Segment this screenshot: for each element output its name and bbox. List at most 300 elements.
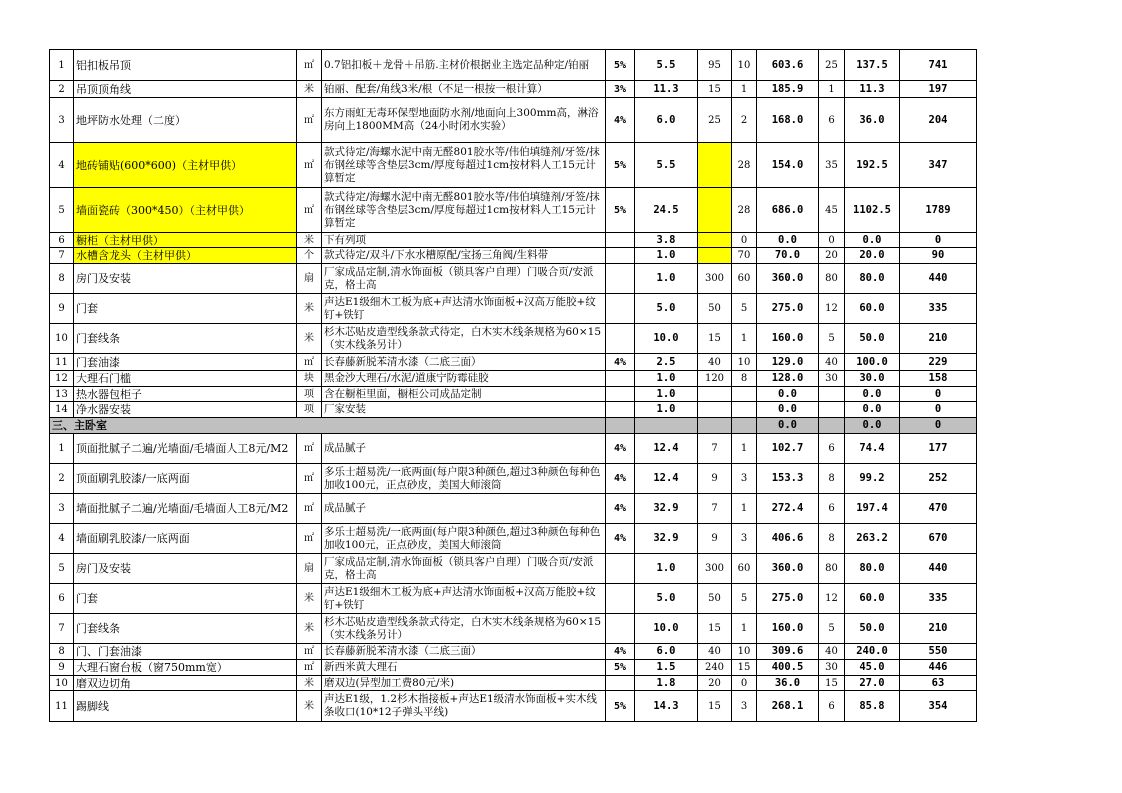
cell-material-price[interactable]: 15 xyxy=(698,614,732,644)
cell-no[interactable]: 12 xyxy=(50,371,74,387)
cell-item-name[interactable]: 热水器包柜子 xyxy=(74,387,297,402)
cell-labor-amount[interactable]: 60.0 xyxy=(845,584,900,614)
cell-total[interactable]: 210 xyxy=(900,614,977,644)
cell-loss-rate[interactable]: 5% xyxy=(606,50,635,81)
cell-description[interactable]: 款式待定/双斗/下水水槽原配/宝扬三角阀/生料带 xyxy=(322,248,606,264)
cell-material-amount[interactable]: 400.5 xyxy=(757,660,819,676)
cell-item-name[interactable]: 净水器安装 xyxy=(74,402,297,418)
cell-quantity[interactable]: 5.0 xyxy=(635,294,698,324)
cell-material-price[interactable]: 240 xyxy=(698,660,732,676)
cell-labor-amount[interactable]: 0.0 xyxy=(845,418,900,434)
cell-labor-price[interactable]: 30 xyxy=(819,660,845,676)
cell-no[interactable]: 1 xyxy=(50,50,74,81)
cell-labor-price[interactable]: 40 xyxy=(819,644,845,660)
cell-no[interactable]: 2 xyxy=(50,81,74,98)
cell-labor-price[interactable] xyxy=(819,418,845,434)
cell-labor-amount[interactable]: 1102.5 xyxy=(845,188,900,233)
cell-no[interactable]: 6 xyxy=(50,584,74,614)
cell-quantity[interactable]: 1.0 xyxy=(635,264,698,294)
cell-material-amount[interactable]: 0.0 xyxy=(757,402,819,418)
cell-material-amount[interactable]: 0.0 xyxy=(757,418,819,434)
cell-item-name[interactable]: 吊顶顶角线 xyxy=(74,81,297,98)
cell-labor-price[interactable]: 0 xyxy=(819,233,845,248)
cell-material-amount[interactable]: 185.9 xyxy=(757,81,819,98)
cell-labor-amount[interactable]: 99.2 xyxy=(845,464,900,494)
cell-description[interactable]: 铂丽、配套/角线3米/根（不足一根按一根计算） xyxy=(322,81,606,98)
cell-loss-rate[interactable] xyxy=(606,676,635,691)
cell-material-amount[interactable]: 102.7 xyxy=(757,434,819,464)
cell-aux-price[interactable]: 10 xyxy=(732,354,757,371)
cell-labor-price[interactable]: 6 xyxy=(819,691,845,722)
cell-description[interactable]: 多乐士超易洗/一底两面(每户限3种颜色,超过3种颜色每种色加收100元，正点砂皮，美国大师滚筒 xyxy=(322,464,606,494)
cell-aux-price[interactable]: 0 xyxy=(732,676,757,691)
cell-total[interactable]: 1789 xyxy=(900,188,977,233)
cell-unit[interactable]: ㎡ xyxy=(297,354,322,371)
cell-total[interactable]: 90 xyxy=(900,248,977,264)
cell-loss-rate[interactable]: 4% xyxy=(606,524,635,554)
cell-material-price[interactable]: 9 xyxy=(698,524,732,554)
cell-unit[interactable]: ㎡ xyxy=(297,143,322,188)
cell-labor-amount[interactable]: 192.5 xyxy=(845,143,900,188)
cell-material-amount[interactable]: 128.0 xyxy=(757,371,819,387)
cell-material-amount[interactable]: 0.0 xyxy=(757,233,819,248)
cell-quantity[interactable]: 10.0 xyxy=(635,324,698,354)
cell-loss-rate[interactable]: 4% xyxy=(606,434,635,464)
cell-item-name[interactable]: 门套 xyxy=(74,294,297,324)
cell-aux-price[interactable]: 5 xyxy=(732,584,757,614)
cell-unit[interactable]: ㎡ xyxy=(297,660,322,676)
cell-aux-price[interactable]: 2 xyxy=(732,98,757,143)
cell-material-amount[interactable]: 406.6 xyxy=(757,524,819,554)
cell-labor-amount[interactable]: 74.4 xyxy=(845,434,900,464)
cell-description[interactable]: 杉木芯贴皮造型线条款式待定，白木实木线条规格为60×15（实木线条另计） xyxy=(322,614,606,644)
cell-no[interactable]: 11 xyxy=(50,354,74,371)
cell-labor-price[interactable]: 12 xyxy=(819,584,845,614)
cell-item-name[interactable]: 门套线条 xyxy=(74,324,297,354)
cell-description[interactable]: 长春藤新脱苯清水漆（二底三面） xyxy=(322,644,606,660)
cell-material-amount[interactable]: 153.3 xyxy=(757,464,819,494)
cell-description[interactable]: 新西米黄大理石 xyxy=(322,660,606,676)
cell-unit[interactable]: 项 xyxy=(297,402,322,418)
cell-labor-amount[interactable]: 36.0 xyxy=(845,98,900,143)
cell-aux-price[interactable]: 10 xyxy=(732,50,757,81)
cell-total[interactable]: 158 xyxy=(900,371,977,387)
cell-loss-rate[interactable] xyxy=(606,614,635,644)
cell-material-price[interactable]: 7 xyxy=(698,494,732,524)
cell-description[interactable]: 厂家安装 xyxy=(322,402,606,418)
cell-item-name[interactable]: 门套线条 xyxy=(74,614,297,644)
cell-item-name[interactable]: 顶面刷乳胶漆/一底两面 xyxy=(74,464,297,494)
section-title[interactable]: 三、主卧室 xyxy=(50,418,606,434)
cell-unit[interactable]: 米 xyxy=(297,81,322,98)
cell-no[interactable]: 9 xyxy=(50,294,74,324)
cell-aux-price[interactable]: 10 xyxy=(732,644,757,660)
cell-loss-rate[interactable]: 5% xyxy=(606,188,635,233)
cell-item-name[interactable]: 墙面瓷砖（300*450）（主材甲供） xyxy=(74,188,297,233)
cell-unit[interactable]: 米 xyxy=(297,691,322,722)
cell-loss-rate[interactable] xyxy=(606,402,635,418)
cell-quantity[interactable]: 1.0 xyxy=(635,248,698,264)
cell-material-price[interactable]: 40 xyxy=(698,354,732,371)
cell-quantity[interactable]: 5.0 xyxy=(635,584,698,614)
cell-total[interactable]: 63 xyxy=(900,676,977,691)
cell-material-amount[interactable]: 36.0 xyxy=(757,676,819,691)
cell-unit[interactable]: 米 xyxy=(297,584,322,614)
cell-item-name[interactable]: 大理石窗台板（窗750mm宽） xyxy=(74,660,297,676)
cell-quantity[interactable]: 5.5 xyxy=(635,143,698,188)
cell-unit[interactable]: 项 xyxy=(297,387,322,402)
cell-item-name[interactable]: 顶面批腻子二遍/光墙面/毛墙面人工8元/M2 xyxy=(74,434,297,464)
cell-aux-price[interactable]: 1 xyxy=(732,494,757,524)
cell-material-price[interactable]: 50 xyxy=(698,584,732,614)
cell-labor-amount[interactable]: 0.0 xyxy=(845,387,900,402)
cell-quantity[interactable]: 1.5 xyxy=(635,660,698,676)
cell-quantity[interactable]: 3.8 xyxy=(635,233,698,248)
cell-aux-price[interactable]: 3 xyxy=(732,464,757,494)
cell-description[interactable]: 厂家成品定制,清水饰面板（锁具客户自理）门吸合页/安派克，格士高 xyxy=(322,554,606,584)
cell-aux-price[interactable]: 5 xyxy=(732,294,757,324)
cell-aux-price[interactable]: 70 xyxy=(732,248,757,264)
cell-material-price[interactable]: 50 xyxy=(698,294,732,324)
cell-item-name[interactable]: 地砖铺贴(600*600)（主材甲供） xyxy=(74,143,297,188)
cell-description[interactable]: 杉木芯贴皮造型线条款式待定，白木实木线条规格为60×15（实木线条另计） xyxy=(322,324,606,354)
cell-quantity[interactable]: 1.0 xyxy=(635,387,698,402)
cell-item-name[interactable]: 磨双边切角 xyxy=(74,676,297,691)
cell-total[interactable]: 229 xyxy=(900,354,977,371)
cell-total[interactable]: 0 xyxy=(900,233,977,248)
cell-item-name[interactable]: 门套 xyxy=(74,584,297,614)
cell-labor-amount[interactable]: 0.0 xyxy=(845,402,900,418)
cell-no[interactable]: 5 xyxy=(50,188,74,233)
cell-quantity[interactable]: 5.5 xyxy=(635,50,698,81)
cell-labor-amount[interactable]: 45.0 xyxy=(845,660,900,676)
cell-quantity[interactable]: 32.9 xyxy=(635,524,698,554)
cell-description[interactable]: 声达E1级细木工板为底+声达清水饰面板+汉高万能胶+纹钉+铁钉 xyxy=(322,294,606,324)
cell-loss-rate[interactable] xyxy=(606,294,635,324)
cell-aux-price[interactable]: 28 xyxy=(732,188,757,233)
cell-material-amount[interactable]: 0.0 xyxy=(757,387,819,402)
cell-loss-rate[interactable] xyxy=(606,264,635,294)
cell-material-amount[interactable]: 275.0 xyxy=(757,584,819,614)
cell-total[interactable]: 440 xyxy=(900,554,977,584)
cell-no[interactable]: 8 xyxy=(50,264,74,294)
cell-no[interactable]: 10 xyxy=(50,324,74,354)
cell-total[interactable]: 335 xyxy=(900,294,977,324)
cell-loss-rate[interactable]: 4% xyxy=(606,464,635,494)
cell-labor-amount[interactable]: 80.0 xyxy=(845,554,900,584)
cell-aux-price[interactable]: 1 xyxy=(732,324,757,354)
cell-material-price[interactable] xyxy=(698,402,732,418)
cell-description[interactable]: 声达E1级，1.2杉木指接板+声达E1级清水饰面板+实木线条收口(10*12子弹头平线) xyxy=(322,691,606,722)
cell-loss-rate[interactable] xyxy=(606,418,635,434)
cell-material-amount[interactable]: 603.6 xyxy=(757,50,819,81)
cell-unit[interactable]: 米 xyxy=(297,294,322,324)
cell-description[interactable]: 成品腻子 xyxy=(322,494,606,524)
cell-labor-price[interactable]: 8 xyxy=(819,524,845,554)
cell-aux-price[interactable]: 28 xyxy=(732,143,757,188)
cell-quantity[interactable]: 1.8 xyxy=(635,676,698,691)
cell-loss-rate[interactable]: 5% xyxy=(606,691,635,722)
cell-total[interactable]: 210 xyxy=(900,324,977,354)
cell-material-price[interactable] xyxy=(698,248,732,264)
cell-material-price[interactable]: 25 xyxy=(698,98,732,143)
cell-description[interactable]: 声达E1级细木工板为底+声达清水饰面板+汉高万能胶+纹钉+铁钉 xyxy=(322,584,606,614)
cell-description[interactable]: 含在橱柜里面，橱柜公司成品定制 xyxy=(322,387,606,402)
cell-labor-price[interactable]: 6 xyxy=(819,434,845,464)
cell-quantity[interactable]: 11.3 xyxy=(635,81,698,98)
cell-no[interactable]: 11 xyxy=(50,691,74,722)
cell-description[interactable]: 成品腻子 xyxy=(322,434,606,464)
cell-loss-rate[interactable]: 4% xyxy=(606,644,635,660)
cell-labor-price[interactable]: 20 xyxy=(819,248,845,264)
cell-item-name[interactable]: 橱柜（主材甲供） xyxy=(74,233,297,248)
cell-material-price[interactable]: 20 xyxy=(698,676,732,691)
cell-aux-price[interactable] xyxy=(732,387,757,402)
cell-aux-price[interactable]: 1 xyxy=(732,81,757,98)
cell-unit[interactable]: 块 xyxy=(297,371,322,387)
cell-aux-price[interactable]: 60 xyxy=(732,554,757,584)
cell-quantity[interactable]: 12.4 xyxy=(635,464,698,494)
cell-loss-rate[interactable] xyxy=(606,248,635,264)
cell-material-price[interactable] xyxy=(698,233,732,248)
cell-no[interactable]: 3 xyxy=(50,494,74,524)
cell-quantity[interactable]: 14.3 xyxy=(635,691,698,722)
cell-total[interactable]: 670 xyxy=(900,524,977,554)
cell-material-price[interactable]: 120 xyxy=(698,371,732,387)
cell-labor-price[interactable]: 5 xyxy=(819,614,845,644)
cell-aux-price[interactable]: 60 xyxy=(732,264,757,294)
cell-labor-amount[interactable]: 100.0 xyxy=(845,354,900,371)
cell-labor-amount[interactable]: 60.0 xyxy=(845,294,900,324)
cell-loss-rate[interactable]: 5% xyxy=(606,143,635,188)
cell-total[interactable]: 470 xyxy=(900,494,977,524)
cell-aux-price[interactable]: 3 xyxy=(732,691,757,722)
cell-item-name[interactable]: 房门及安装 xyxy=(74,554,297,584)
cell-labor-price[interactable]: 8 xyxy=(819,464,845,494)
cell-material-price[interactable] xyxy=(698,387,732,402)
cell-no[interactable]: 1 xyxy=(50,434,74,464)
cell-labor-amount[interactable]: 11.3 xyxy=(845,81,900,98)
cell-quantity[interactable]: 12.4 xyxy=(635,434,698,464)
cell-material-amount[interactable]: 70.0 xyxy=(757,248,819,264)
cell-labor-amount[interactable]: 263.2 xyxy=(845,524,900,554)
cell-item-name[interactable]: 地坪防水处理（二度） xyxy=(74,98,297,143)
cell-labor-price[interactable]: 40 xyxy=(819,354,845,371)
cell-material-price[interactable]: 15 xyxy=(698,324,732,354)
cell-no[interactable]: 7 xyxy=(50,614,74,644)
cell-material-price[interactable]: 40 xyxy=(698,644,732,660)
cell-description[interactable]: 厂家成品定制,清水饰面板（锁具客户自理）门吸合页/安派克，格士高 xyxy=(322,264,606,294)
cell-material-amount[interactable]: 154.0 xyxy=(757,143,819,188)
cell-no[interactable]: 3 xyxy=(50,98,74,143)
cell-material-amount[interactable]: 129.0 xyxy=(757,354,819,371)
cell-labor-price[interactable]: 80 xyxy=(819,264,845,294)
cell-labor-amount[interactable]: 137.5 xyxy=(845,50,900,81)
cell-item-name[interactable]: 门套油漆 xyxy=(74,354,297,371)
cell-material-amount[interactable]: 309.6 xyxy=(757,644,819,660)
cell-total[interactable]: 197 xyxy=(900,81,977,98)
cell-material-amount[interactable]: 275.0 xyxy=(757,294,819,324)
cell-unit[interactable]: ㎡ xyxy=(297,434,322,464)
cell-unit[interactable]: ㎡ xyxy=(297,524,322,554)
cell-unit[interactable]: 米 xyxy=(297,324,322,354)
cell-total[interactable]: 177 xyxy=(900,434,977,464)
cell-aux-price[interactable] xyxy=(732,402,757,418)
cell-unit[interactable]: 扇 xyxy=(297,264,322,294)
cell-no[interactable]: 4 xyxy=(50,143,74,188)
cell-loss-rate[interactable]: 4% xyxy=(606,98,635,143)
cell-aux-price[interactable] xyxy=(732,418,757,434)
cell-material-price[interactable]: 9 xyxy=(698,464,732,494)
cell-no[interactable]: 9 xyxy=(50,660,74,676)
cell-loss-rate[interactable] xyxy=(606,233,635,248)
cell-no[interactable]: 7 xyxy=(50,248,74,264)
cell-total[interactable]: 440 xyxy=(900,264,977,294)
cell-loss-rate[interactable] xyxy=(606,324,635,354)
cell-unit[interactable]: ㎡ xyxy=(297,188,322,233)
cell-aux-price[interactable]: 1 xyxy=(732,614,757,644)
cell-material-amount[interactable]: 168.0 xyxy=(757,98,819,143)
cell-material-amount[interactable]: 360.0 xyxy=(757,554,819,584)
cell-quantity[interactable]: 24.5 xyxy=(635,188,698,233)
cell-material-amount[interactable]: 160.0 xyxy=(757,324,819,354)
cell-unit[interactable]: 米 xyxy=(297,614,322,644)
cell-no[interactable]: 8 xyxy=(50,644,74,660)
cell-labor-amount[interactable]: 0.0 xyxy=(845,233,900,248)
cell-unit[interactable]: ㎡ xyxy=(297,464,322,494)
cell-item-name[interactable]: 水槽含龙头（主材甲供） xyxy=(74,248,297,264)
cell-item-name[interactable]: 大理石门槛 xyxy=(74,371,297,387)
cell-material-price[interactable]: 300 xyxy=(698,264,732,294)
cell-no[interactable]: 5 xyxy=(50,554,74,584)
cell-labor-amount[interactable]: 197.4 xyxy=(845,494,900,524)
cell-total[interactable]: 741 xyxy=(900,50,977,81)
cell-loss-rate[interactable] xyxy=(606,554,635,584)
cell-material-amount[interactable]: 160.0 xyxy=(757,614,819,644)
cell-total[interactable]: 204 xyxy=(900,98,977,143)
cell-description[interactable]: 多乐士超易洗/一底两面(每户限3种颜色,超过3种颜色每种色加收100元，正点砂皮，美国大师滚筒 xyxy=(322,524,606,554)
cell-labor-price[interactable] xyxy=(819,402,845,418)
cell-quantity[interactable]: 6.0 xyxy=(635,98,698,143)
cell-total[interactable]: 0 xyxy=(900,418,977,434)
cell-total[interactable]: 335 xyxy=(900,584,977,614)
cell-material-price[interactable]: 15 xyxy=(698,81,732,98)
cell-aux-price[interactable]: 15 xyxy=(732,660,757,676)
cell-total[interactable]: 0 xyxy=(900,387,977,402)
cell-quantity[interactable]: 1.0 xyxy=(635,371,698,387)
cell-quantity[interactable]: 32.9 xyxy=(635,494,698,524)
cell-material-amount[interactable]: 268.1 xyxy=(757,691,819,722)
cell-quantity[interactable]: 1.0 xyxy=(635,402,698,418)
cell-unit[interactable]: ㎡ xyxy=(297,644,322,660)
cell-item-name[interactable]: 踢脚线 xyxy=(74,691,297,722)
cell-labor-amount[interactable]: 80.0 xyxy=(845,264,900,294)
cell-aux-price[interactable]: 3 xyxy=(732,524,757,554)
cell-quantity[interactable] xyxy=(635,418,698,434)
cell-description[interactable]: 0.7铝扣板＋龙骨＋吊筋.主材价根据业主选定品种定/铂丽 xyxy=(322,50,606,81)
cell-labor-price[interactable]: 15 xyxy=(819,676,845,691)
cell-unit[interactable]: 扇 xyxy=(297,554,322,584)
cell-labor-price[interactable]: 1 xyxy=(819,81,845,98)
cell-item-name[interactable]: 房门及安装 xyxy=(74,264,297,294)
cell-unit[interactable]: ㎡ xyxy=(297,50,322,81)
cell-labor-price[interactable]: 45 xyxy=(819,188,845,233)
cell-material-price[interactable] xyxy=(698,418,732,434)
cell-aux-price[interactable]: 1 xyxy=(732,434,757,464)
cell-no[interactable]: 6 xyxy=(50,233,74,248)
cell-total[interactable]: 446 xyxy=(900,660,977,676)
cell-labor-amount[interactable]: 50.0 xyxy=(845,614,900,644)
cell-material-price[interactable] xyxy=(698,188,732,233)
cell-item-name[interactable]: 门、门套油漆 xyxy=(74,644,297,660)
cell-labor-price[interactable]: 30 xyxy=(819,371,845,387)
cell-material-amount[interactable]: 686.0 xyxy=(757,188,819,233)
cell-no[interactable]: 10 xyxy=(50,676,74,691)
cell-item-name[interactable]: 墙面刷乳胶漆/一底两面 xyxy=(74,524,297,554)
cell-item-name[interactable]: 铝扣板吊顶 xyxy=(74,50,297,81)
cell-unit[interactable]: 个 xyxy=(297,248,322,264)
cell-material-amount[interactable]: 272.4 xyxy=(757,494,819,524)
cell-material-price[interactable]: 7 xyxy=(698,434,732,464)
cell-no[interactable]: 14 xyxy=(50,402,74,418)
cell-labor-price[interactable] xyxy=(819,387,845,402)
cell-no[interactable]: 4 xyxy=(50,524,74,554)
cell-no[interactable]: 2 xyxy=(50,464,74,494)
cell-description[interactable]: 下有列项 xyxy=(322,233,606,248)
cell-loss-rate[interactable] xyxy=(606,387,635,402)
cell-unit[interactable]: ㎡ xyxy=(297,98,322,143)
cell-total[interactable]: 550 xyxy=(900,644,977,660)
cell-loss-rate[interactable]: 4% xyxy=(606,494,635,524)
cell-labor-price[interactable]: 25 xyxy=(819,50,845,81)
cell-material-price[interactable]: 95 xyxy=(698,50,732,81)
cell-loss-rate[interactable]: 3% xyxy=(606,81,635,98)
cell-total[interactable]: 347 xyxy=(900,143,977,188)
cell-labor-price[interactable]: 5 xyxy=(819,324,845,354)
cell-labor-amount[interactable]: 27.0 xyxy=(845,676,900,691)
cell-labor-price[interactable]: 6 xyxy=(819,494,845,524)
cell-labor-amount[interactable]: 20.0 xyxy=(845,248,900,264)
cell-unit[interactable]: ㎡ xyxy=(297,494,322,524)
cell-labor-price[interactable]: 35 xyxy=(819,143,845,188)
cell-unit[interactable]: 米 xyxy=(297,676,322,691)
cell-no[interactable]: 13 xyxy=(50,387,74,402)
cell-material-price[interactable] xyxy=(698,143,732,188)
cell-material-amount[interactable]: 360.0 xyxy=(757,264,819,294)
cell-loss-rate[interactable]: 5% xyxy=(606,660,635,676)
cell-labor-amount[interactable]: 240.0 xyxy=(845,644,900,660)
cell-labor-amount[interactable]: 85.8 xyxy=(845,691,900,722)
cell-total[interactable]: 0 xyxy=(900,402,977,418)
cell-description[interactable]: 黑金沙大理石/水泥/道康宁防霉硅胶 xyxy=(322,371,606,387)
cell-description[interactable]: 长春藤新脱苯清水漆（二底三面） xyxy=(322,354,606,371)
cell-total[interactable]: 252 xyxy=(900,464,977,494)
cell-material-price[interactable]: 300 xyxy=(698,554,732,584)
cell-description[interactable]: 东方雨虹无毒环保型地面防水剂/地面向上300mm高，淋浴房向上1800MM高（24小时闭水实验） xyxy=(322,98,606,143)
cell-quantity[interactable]: 6.0 xyxy=(635,644,698,660)
cell-labor-price[interactable]: 80 xyxy=(819,554,845,584)
cell-material-price[interactable]: 15 xyxy=(698,691,732,722)
cell-unit[interactable]: 米 xyxy=(297,233,322,248)
cell-quantity[interactable]: 1.0 xyxy=(635,554,698,584)
cell-item-name[interactable]: 墙面批腻子二遍/光墙面/毛墙面人工8元/M2 xyxy=(74,494,297,524)
cell-total[interactable]: 354 xyxy=(900,691,977,722)
cell-description[interactable]: 款式待定/海螺水泥中南无醛801胶水等/伟伯填缝剂/牙签/抹布钢丝球等含垫层3cm/厚度每超过1cm按材料人工15元计算暂定 xyxy=(322,188,606,233)
cell-description[interactable]: 款式待定/海螺水泥中南无醛801胶水等/伟伯填缝剂/牙签/抹布钢丝球等含垫层3cm/厚度每超过1cm按材料人工15元计算暂定 xyxy=(322,143,606,188)
cell-quantity[interactable]: 10.0 xyxy=(635,614,698,644)
cell-quantity[interactable]: 2.5 xyxy=(635,354,698,371)
cell-labor-amount[interactable]: 30.0 xyxy=(845,371,900,387)
